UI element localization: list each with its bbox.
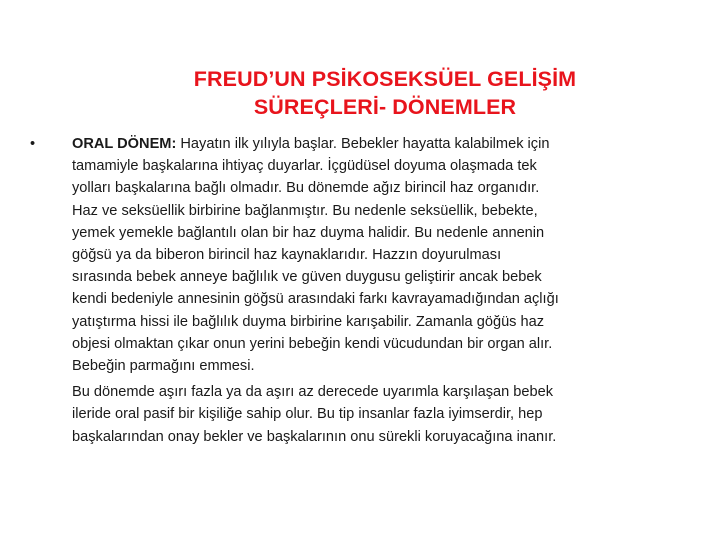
bullet-line-4: Haz ve seksüellik birbirine bağlanmıştır. Bu nedenle seksüellik, bebekte,: [72, 202, 538, 219]
bullet-line-3: yolları başkalarına bağlı olmadır. Bu dönemde ağız birincil haz organıdır.: [72, 180, 540, 197]
bullet-line-7: sırasında bebek anneye bağlılık ve güven duygusu geliştirir ancak bebek: [72, 269, 542, 286]
follow-up-paragraph: [72, 381, 700, 448]
paragraph-line-2: ileride oral pasif bir kişiliğe sahip olur. Bu tip insanlar fazla iyimserdir, hep: [72, 406, 543, 423]
bullet-line-6: göğsü ya da biberon birincil haz kaynaklarıdır. Hazzın doyurulması: [72, 247, 502, 264]
bullet-line-5: yemek yemekle bağlantılı olan bir haz duyma halidir. Bu nedenle annenin: [72, 224, 545, 241]
title-line-1: FREUD’UN PSİKOSEKSÜEL GELİŞİM: [193, 67, 577, 91]
slide-title: [95, 65, 675, 121]
paragraph-line-3: başkalarından onay bekler ve başkalarının onu sürekli koruyacağına inanır.: [72, 428, 557, 445]
bullet-line-8: kendi bedeniyle annesinin göğsü arasındaki farkı kavrayamadığından açlığı: [72, 291, 559, 308]
bullet-term: ORAL DÖNEM:: [72, 136, 177, 152]
slide-body: [30, 133, 700, 448]
paragraph-line-1: Bu dönemde aşırı fazla ya da aşırı az derecede uyarımla karşılaşan bebek: [72, 384, 554, 401]
title-line-2: SÜREÇLERİ- DÖNEMLER: [253, 95, 517, 119]
bullet-line-1-text: Hayatın ilk yılıyla başlar. Bebekler hayatta kalabilmek için: [176, 136, 550, 152]
bullet-marker: •: [30, 136, 36, 152]
bullet-line-1: [72, 133, 700, 155]
bullet-line-2: tamamiyle başkalarına ihtiyaç duyarlar. İçgüdüsel doyuma olaşmada tek: [72, 158, 537, 175]
bullet-line-10: objesi olmaktan çıkar onun yerini bebeğin kendi vücudundan bir organ alır.: [72, 335, 553, 352]
bullet-oral-donem: [72, 133, 700, 377]
bullet-line-9: yatıştırma hissi ile bağlılık duyma birbirine karışabilir. Zamanla göğüs haz: [72, 313, 545, 330]
bullet-line-11: Bebeğin parmağını emmesi.: [72, 358, 255, 375]
